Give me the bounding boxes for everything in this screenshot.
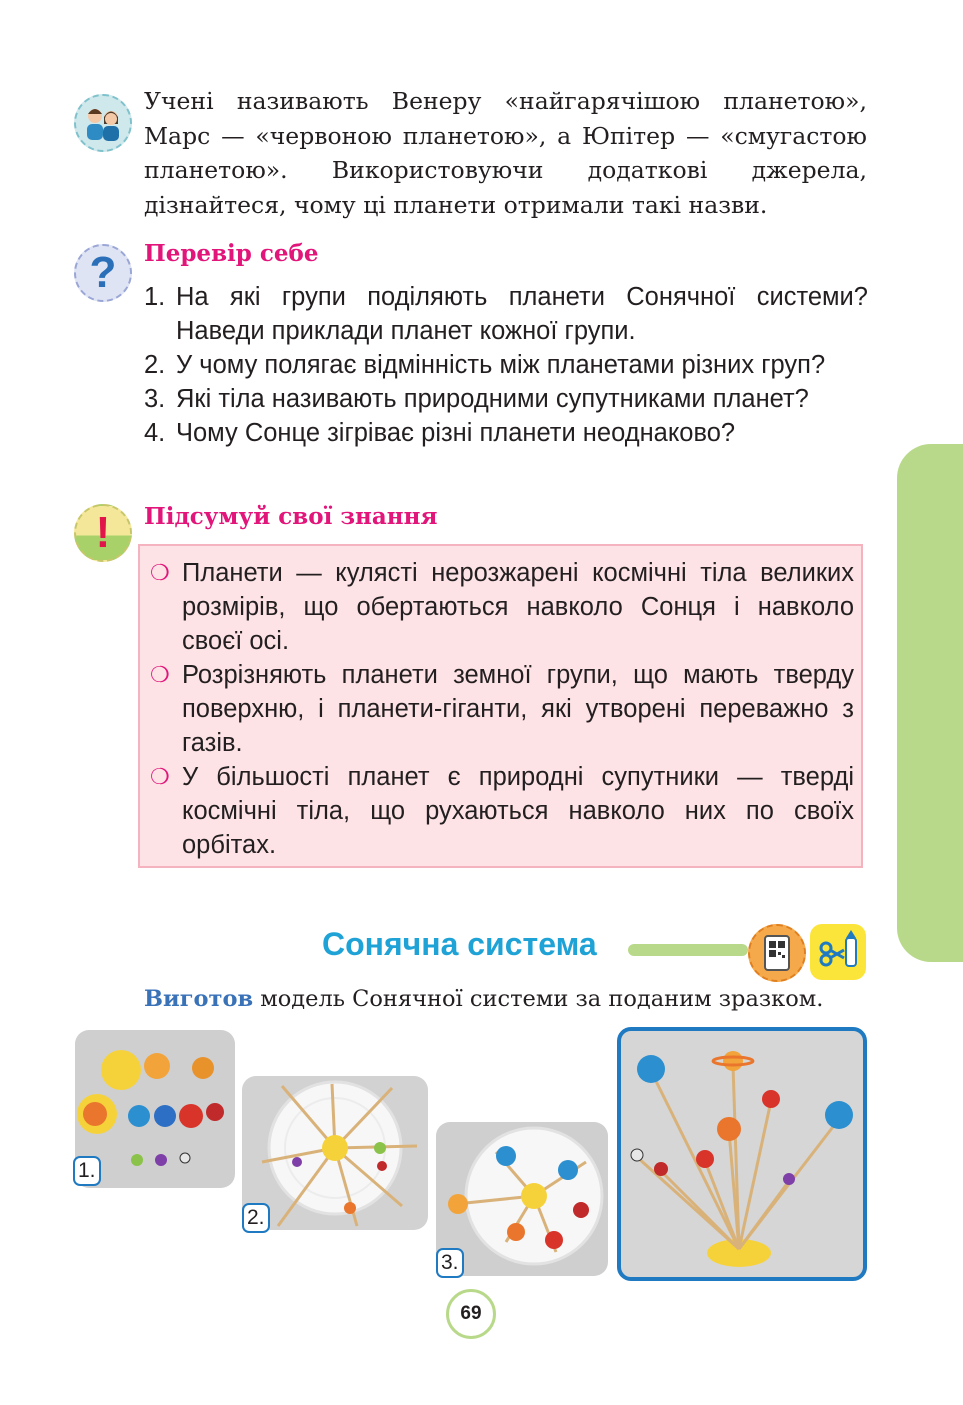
section-title: Сонячна система xyxy=(322,926,597,962)
qr-code-icon[interactable] xyxy=(748,924,806,982)
bullet-icon: ❍ xyxy=(150,560,170,585)
check-heading: Перевір себе xyxy=(144,240,319,267)
photo-label: 3. xyxy=(436,1248,464,1278)
page-number: 69 xyxy=(446,1289,496,1339)
list-item: ❍ У більшості планет є природні супутники — тверді космічні тіла, що рухаються навколо них по своїх орбітах. xyxy=(150,760,854,862)
list-item: ❍ Планети — кулясті нерозжарені космічні тіла великих розмірів, що обертаються навколо Сонця і навколо своєї осі. xyxy=(150,556,854,658)
exclamation-icon: ! xyxy=(74,504,132,562)
list-item: 1. На які групи поділяють планети Сонячної системи? Наведи приклади планет кожної групи. xyxy=(144,283,868,345)
photo-step-2 xyxy=(242,1076,428,1230)
list-item: ❍ Розрізняють планети земної групи, що мають тверду поверхню, і планети-гіганти, які утворені переважно з газів. xyxy=(150,658,854,760)
bullet-icon: ❍ xyxy=(150,662,170,687)
photo-label: 1. xyxy=(73,1156,101,1186)
list-item: 2. У чому полягає відмінність між планетами різних груп? xyxy=(144,351,826,379)
section-divider xyxy=(628,944,748,956)
question-icon: ? xyxy=(74,244,132,302)
photo-finished-model xyxy=(617,1027,867,1281)
crafts-icon xyxy=(810,924,866,980)
intro-paragraph: Учені називають Венеру «найгарячішою планетою», Марс — «червоною планетою», а Юпітер — «смугастою планетою». Використовуючи додаткові джерела, дізнайтеся, чому ці планети отримали такі назви. xyxy=(144,87,867,219)
students-icon xyxy=(74,94,132,152)
task-text: Виготов модель Сонячної системи за поданим зразком. xyxy=(144,986,824,1012)
side-tab xyxy=(897,444,963,962)
list-item: 3. Які тіла називають природними супутниками планет? xyxy=(144,385,809,413)
summary-box xyxy=(138,544,863,868)
question-list xyxy=(144,280,868,450)
list-item: 4. Чому Сонце зігріває різні планети неоднаково? xyxy=(144,419,736,447)
photo-label: 2. xyxy=(242,1203,270,1233)
bullet-icon: ❍ xyxy=(150,764,170,789)
summary-heading: Підсумуй свої знання xyxy=(144,503,438,530)
